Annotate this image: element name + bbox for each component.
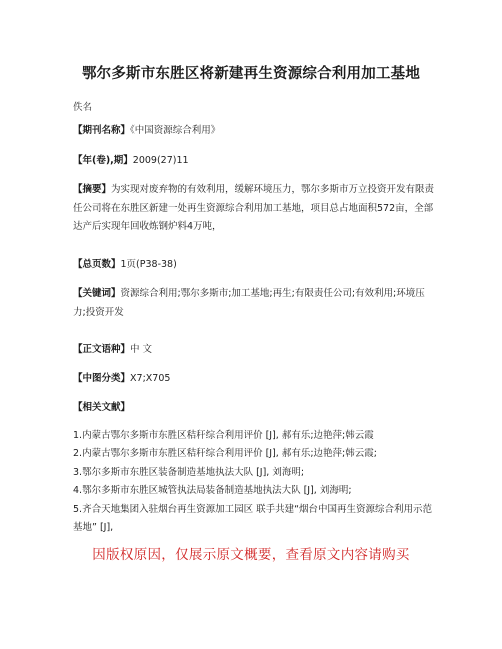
copyright-notice: 因版权原因，仅展示原文概要，查看原文内容请购买 [92, 547, 410, 563]
keywords-field [73, 285, 437, 322]
journal-label: 【期刊名称】 [73, 125, 131, 136]
reference-item[interactable]: 2.内蒙古鄂尔多斯市东胜区秸秆综合利用评价 [J], 郝有乐;边艳萍;韩云霞; [73, 448, 377, 460]
reference-list [73, 427, 437, 537]
language-field [73, 341, 437, 360]
language-value: 中 文 [130, 344, 153, 355]
journal-value: 《中国资源综合利用》 [130, 125, 221, 136]
pages-value: 1页(P38-38) [120, 259, 177, 270]
reference-item[interactable]: 5.齐合天地集团入驻烟台再生资源加工园区 联手共建“烟台中国再生资源综合利用示范基地” [J], [73, 503, 433, 534]
classification-field [73, 370, 437, 389]
classification-label: 【中图分类】 [73, 373, 131, 384]
keywords-label: 【关键词】 [73, 288, 121, 299]
year-label: 【年(卷),期】 [73, 155, 133, 166]
references-label: 【相关文献】 [73, 402, 131, 413]
keywords-value: 资源综合利用;鄂尔多斯市;加工基地;再生;有限责任公司;有效利用;环境压力;投资开发 [73, 288, 425, 318]
abstract-field [73, 181, 437, 237]
reference-item[interactable]: 1.内蒙古鄂尔多斯市东胜区秸秆综合利用评价 [J], 郝有乐;边艳萍;韩云霞 [73, 430, 374, 441]
document-title: 鄂尔多斯市东胜区将新建再生资源综合利用加工基地 [81, 66, 421, 82]
classification-value: X7;X705 [130, 373, 171, 384]
references-heading [73, 399, 437, 418]
document-author: 佚名 [73, 102, 93, 113]
reference-item[interactable]: 3.鄂尔多斯市东胜区装备制造基地执法大队 [J], 刘海明; [73, 466, 305, 478]
abstract-label: 【摘要】 [73, 184, 112, 195]
reference-item[interactable]: 4.鄂尔多斯市东胜区城管执法局装备制造基地执法大队 [J], 刘海明; [73, 485, 352, 497]
pages-field [73, 256, 437, 275]
language-label: 【正文语种】 [73, 344, 131, 355]
year-value: 2009(27)11 [132, 155, 189, 166]
year-field [73, 152, 437, 171]
abstract-value: 为实现对废弃物的有效利用，缓解环境压力，鄂尔多斯市万立投资开发有限责任公司将在东胜区新建一处再生资源综合利用加工基地，项目总占地面积572亩，全部达产后实现年回收炼钢炉料4万吨， [73, 184, 435, 232]
journal-field [73, 122, 437, 141]
pages-label: 【总页数】 [73, 259, 121, 270]
